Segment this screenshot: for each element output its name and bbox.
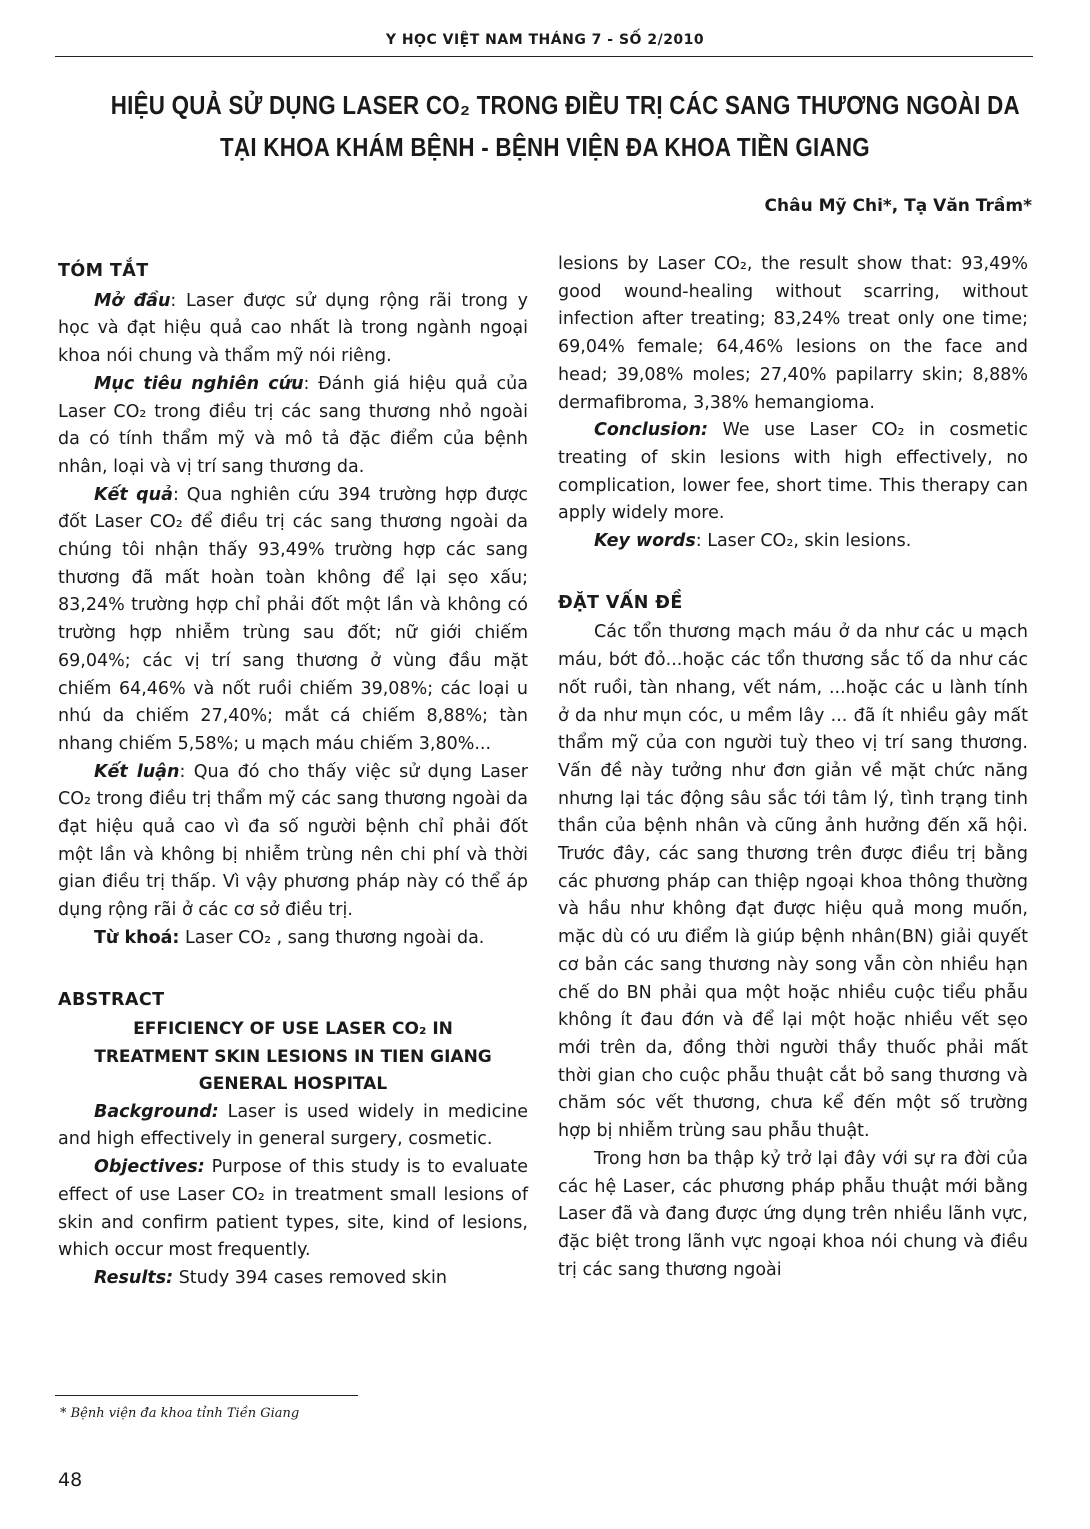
abstract-background-text: Laser is used widely in medicine and high effectively in general surgery, cosmetic. [58,1101,528,1150]
summary-conclusion [58,759,528,925]
intro-paragraph-1: Các tổn thương mạch máu ở da như các u mạch máu, bớt đỏ...hoặc các tổn thương sắc tố da như các nốt ruồi, tàn nhang, vết nám, ...hoặc các u lành tính ở da như mụn cóc, u mềm lây ... đã ít nhiều gây mất thẩm mỹ của con người tuỳ theo vị trí sang thương. Vấn đề này tưởng như đơn giản về mặt chức năng nhưng lại tác động sâu sắc tới tâm lý, tình trạng tinh thần của bệnh nhân và cũng ảnh hưởng đến xã hội. Trước đây, các sang thương trên được điều trị bằng các phương pháp can thiệp ngoại khoa thông thường và hầu như không đạt được hiệu quả mong muốn, mặc dù có ưu điểm là giúp bệnh nhân(BN) giải quyết cơ bản các sang thương này song vẫn còn nhiều hạn chế do BN phải qua một hoặc nhiều cuộc tiểu phẫu không ít đau đớn và để lại một hoặc nhiều vết sẹo mới trên da, đồng thời người thầy thuốc phải mất thời gian cho cuộc phẫu thuật cắt bỏ sang thương và chăm sóc vết thương, chưa kể đến một số trường hợp bị nhiễm trùng sau phẫu thuật. [558,622,1028,1142]
abstract-conclusion-text: We use Laser CO₂ in cosmetic treating of skin lesions with high effectively, no complication, lower fee, short time. This therapy can apply widely more. [558,420,1028,524]
abstract-heading: ABSTRACT [58,989,165,1010]
intro-heading: ĐẶT VẤN ĐỀ [558,592,683,613]
page-number: 48 [58,1469,83,1491]
left-column [58,250,528,1293]
abstract-title-line-2: TREATMENT SKIN LESIONS IN TIEN GIANG [94,1046,492,1067]
summary-results-label: Kết quả [94,484,173,505]
summary-objective-label: Mục tiêu nghiên cứu [94,373,304,394]
summary-intro-text: : Laser được sử dụng rộng rãi trong y học và đạt hiệu quả cao nhất là trong ngành ngoại khoa nói chung và thẩm mỹ nói riêng. [58,290,529,367]
section-spacer [558,556,1028,582]
abstract-results-text: Study 394 cases removed skin [173,1268,447,1288]
summary-conclusion-text: : Qua đó cho thấy việc sử dụng Laser CO₂ trong điều trị thẩm mỹ các sang thương ngoài da đạt hiệu quả cao vì đa số người bệnh chỉ phải đốt một lần và không bị nhiễm trùng nên chi phí và thời gian điều trị thấp. Vì vậy phương pháp này có thể áp dụng rộng rãi ở các cơ sở điều trị. [58,761,528,921]
intro-paragraph-2: Trong hơn ba thập kỷ trở lại đây với sự ra đời của các hệ Laser, các phương pháp phẫu thuật mới bằng Laser đã và đang được ứng dụng trên nhiều lãnh vực, đặc biệt trong lãnh vực ngoại khoa nói chung và điều trị các sang thương ngoài [558,1148,1028,1280]
summary-results [58,482,528,759]
abstract-title-line-1: EFFICIENCY OF USE LASER CO₂ IN [133,1019,453,1040]
summary-objective [58,371,528,482]
author-list: Châu Mỹ Chi*, Tạ Văn Trầm* [764,196,1032,216]
abstract-title [58,1016,528,1099]
abstract-objectives-text: Purpose of this study is to evaluate effect of use Laser CO₂ in treatment small lesions of skin and confirm patient types, site, kind of lesions, which occur most frequently. [58,1157,528,1261]
footnote: * Bệnh viện đa khoa tỉnh Tiền Giang [60,1406,300,1421]
summary-keywords-text: Laser CO₂ , sang thương ngoài da. [179,927,485,948]
abstract-results-label: Results: [94,1268,174,1288]
abstract-keywords [558,528,1028,556]
summary-keywords [58,925,528,953]
header-rule [55,56,1033,57]
abstract-results-continued: lesions by Laser CO₂, the result show that: 93,49% good wound-healing without scarring, without infection after treating; 83,24% treat only one time; 69,04% female; 64,46% lesions on the face and head; 39,08% moles; 27,40% papilarry skin; 8,88% dermafibroma, 3,38% hemangioma. [558,254,1028,413]
summary-intro-label: Mở đầu [94,290,171,311]
summary-results-text: : Qua nghiên cứu 394 trường hợp được đốt Laser CO₂ để điều trị các sang thương ngoài da chúng tôi nhận thấy 93,49% trường hợp các sang thương đã mất hoàn toàn không để lại sẹo xấu; 83,24% trường hợp chỉ phải đốt một lần và không có trường hợp nhiễm trùng sau đốt; nữ giới chiếm 69,04%; các vị trí sang thương ở vùng đầu mặt chiếm 64,46% và nốt ruồi chiếm 39,08%; các loại u nhú da chiếm 27,40%; mắt cá chiếm 8,88%; tàn nhang chiếm 5,58%; u mạch máu chiếm 3,80%... [58,484,528,754]
title-line-2: TẠI KHOA KHÁM BỆNH - BỆNH VIỆN ĐA KHOA TIỀN GIANG [220,132,870,162]
title-line-1: HIỆU QUẢ SỬ DỤNG LASER CO₂ TRONG ĐIỀU TRỊ CÁC SANG THƯƠNG NGOÀI DA [110,90,1020,120]
article-title [110,84,1020,168]
footnote-rule [55,1395,358,1396]
right-column [558,251,1028,1284]
abstract-objectives [58,1154,528,1265]
running-head: Y HỌC VIỆT NAM THÁNG 7 - SỐ 2/2010 [385,32,705,48]
summary-heading: TÓM TẮT [58,261,149,281]
abstract-results-start [58,1265,528,1293]
abstract-background-label: Background: [94,1101,219,1122]
abstract-conclusion-label: Conclusion: [594,420,709,441]
summary-intro [58,288,528,371]
summary-conclusion-label: Kết luận [94,761,180,782]
abstract-keywords-label: Key words [594,531,696,552]
abstract-keywords-text: : Laser CO₂, skin lesions. [695,531,912,552]
abstract-conclusion [558,417,1028,528]
summary-keywords-label: Từ khoá: [94,927,180,948]
abstract-background [58,1099,528,1154]
summary-objective-text: : Đánh giá hiệu quả của Laser CO₂ trong điều trị các sang thương nhỏ ngoài da có tính thẩm mỹ và mô tả đặc điểm của bệnh nhân, loại và vị trí sang thương da. [58,373,528,477]
abstract-title-line-3: GENERAL HOSPITAL [198,1074,388,1095]
abstract-objectives-label: Objectives: [94,1157,205,1178]
section-spacer [58,953,528,979]
